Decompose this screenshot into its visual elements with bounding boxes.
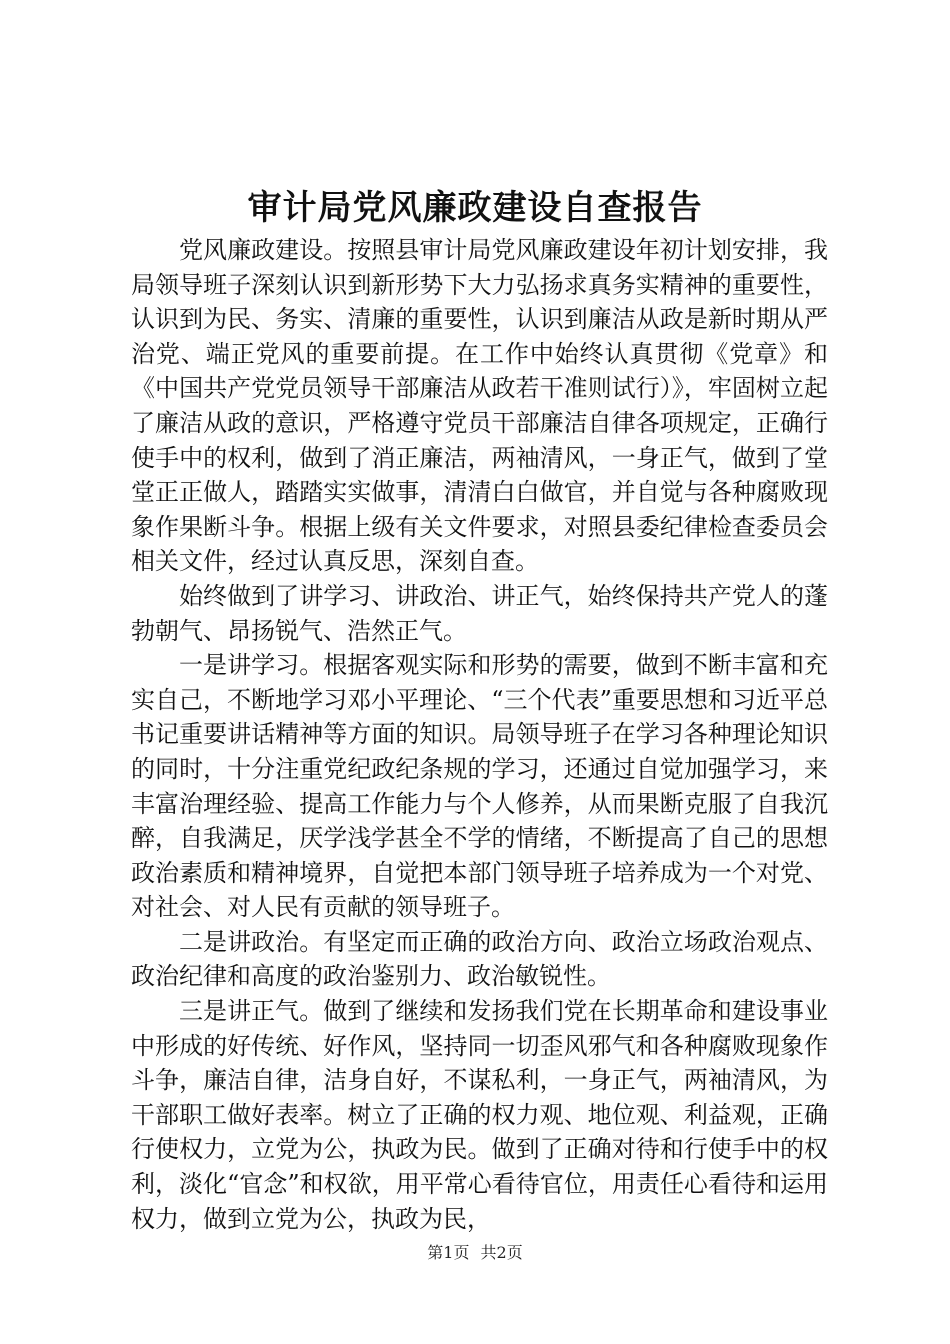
paragraph-politics: 二是讲政治。有坚定而正确的政治方向、政治立场政治观点、政治纪律和高度的政治鉴别力、政治敏锐性。 bbox=[131, 927, 828, 991]
page-footer bbox=[0, 1243, 950, 1263]
page-number: 第1页 bbox=[427, 1243, 470, 1262]
paragraph-study: 一是讲学习。根据客观实际和形势的需要，做到不断丰富和充实自己，不断地学习邓小平理论、“三个代表”重要思想和习近平总书记重要讲话精神等方面的知识。局领导班子在学习各种理论知识的同时，十分注重党纪政纪条规的学习，还通过自觉加强学习，来丰富治理经验、提高工作能力与个人修养，从而果断克服了自我沉醉，自我满足，厌学浅学甚全不学的情绪，不断提高了自己的思想政治素质和精神境界，自觉把本部门领导班子培养成为一个对党、对社会、对人民有贡献的领导班子。 bbox=[131, 651, 828, 922]
paragraph-integrity: 三是讲正气。做到了继续和发扬我们党在长期革命和建设事业中形成的好传统、好作风，坚持同一切歪风邪气和各种腐败现象作斗争，廉洁自律，洁身自好，不谋私利，一身正气，两袖清风，为干部职工做好表率。树立了正确的权力观、地位观、利益观，正确行使权力，立党为公，执政为民。做到了正确对待和行使手中的权利，淡化“官念”和权欲，用平常心看待官位，用责任心看待和运用权力，做到立党为公，执政为民， bbox=[131, 997, 828, 1233]
page-total: 共2页 bbox=[480, 1243, 523, 1262]
paragraph-summary: 始终做到了讲学习、讲政治、讲正气，始终保持共产党人的蓬勃朝气、昂扬锐气、浩然正气。 bbox=[131, 581, 828, 645]
document-body bbox=[131, 233, 828, 1236]
document-title: 审计局党风廉政建设自查报告 bbox=[247, 188, 703, 228]
paragraph-intro: 党风廉政建设。按照县审计局党风廉政建设年初计划安排，我局领导班子深刻认识到新形势下大力弘扬求真务实精神的重要性，认识到为民、务实、清廉的重要性，认识到廉洁从政是新时期从严治党、端正党风的重要前提。在工作中始终认真贯彻《党章》和《中国共产党党员领导干部廉洁从政若干准则试行）》，牢固树立起了廉洁从政的意识，严格遵守党员干部廉洁自律各项规定，正确行使手中的权利，做到了消正廉洁，两袖清风，一身正气，做到了堂堂正正做人，踏踏实实做事，清清白白做官，并自觉与各种腐败现象作果断斗争。根据上级有关文件要求，对照县委纪律检查委员会相关文件，经过认真反思，深刻自查。 bbox=[131, 236, 828, 576]
